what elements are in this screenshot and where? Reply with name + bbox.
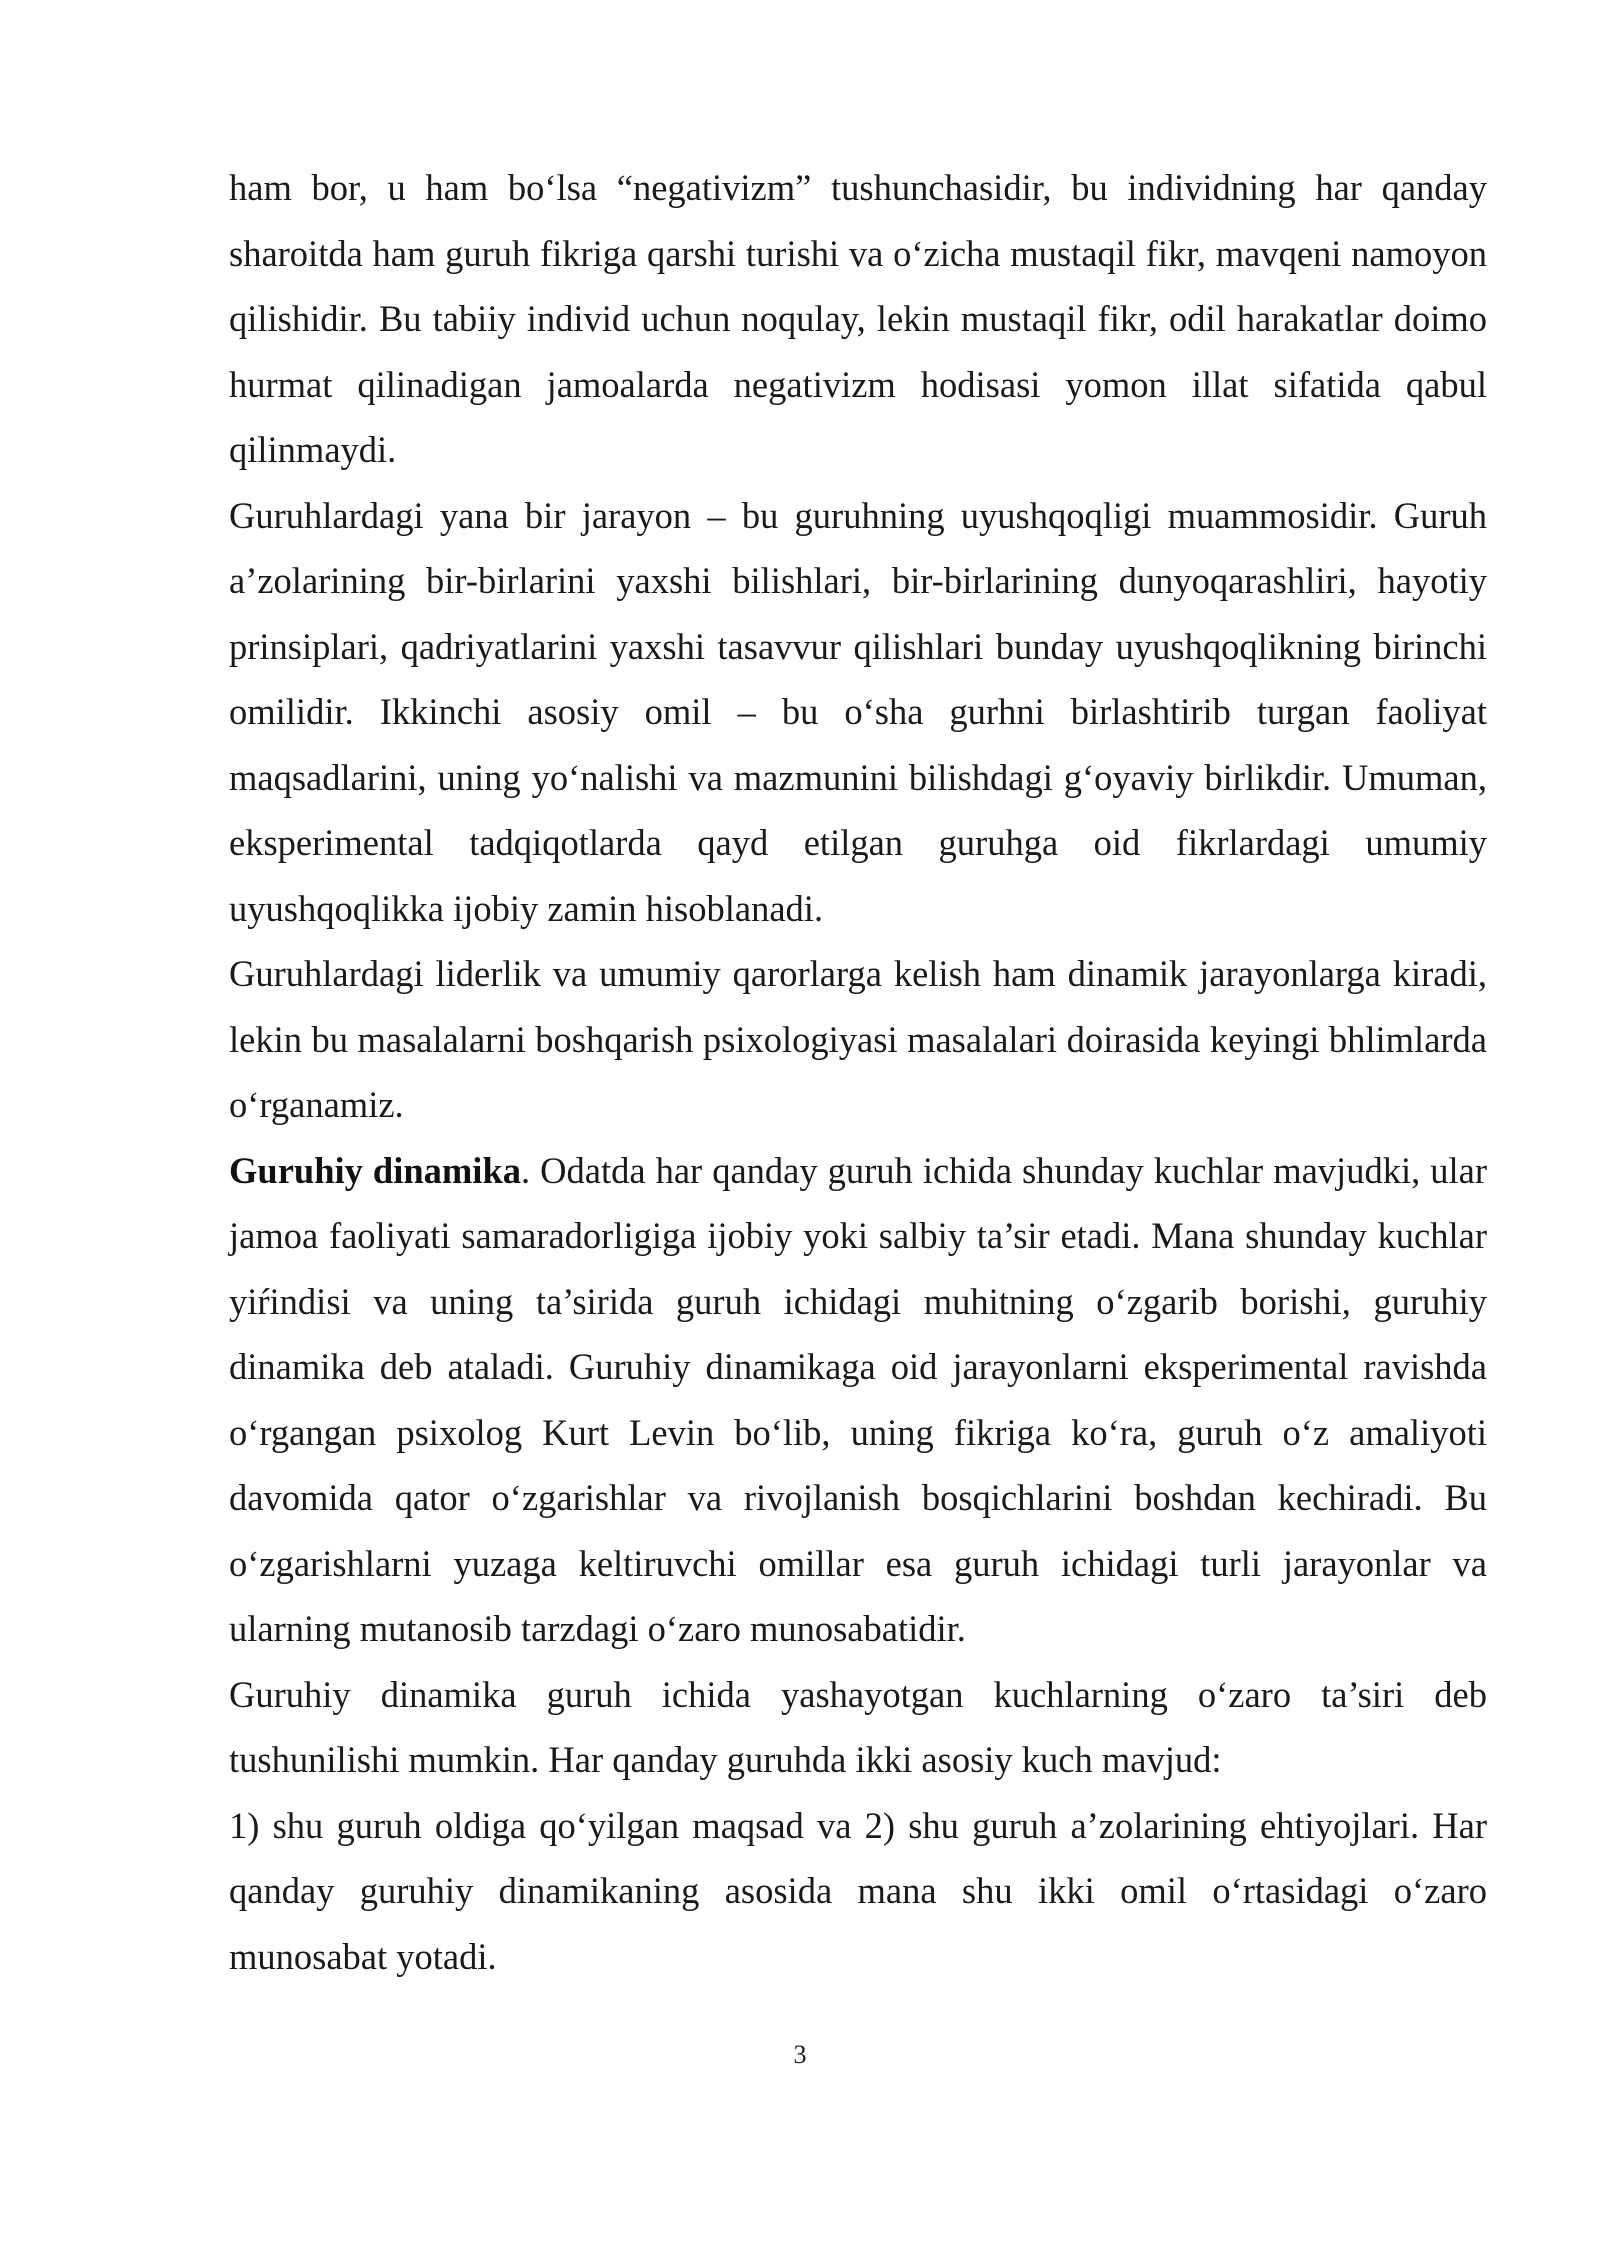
paragraph-liderlik — [229, 941, 1487, 1138]
document-body — [229, 155, 1487, 1989]
paragraph-negativizm — [229, 155, 1487, 483]
term-heading: Guruhiy dinamika — [229, 1149, 521, 1191]
page-number: 3 — [793, 2040, 807, 2069]
paragraph-omillar — [229, 1793, 1487, 1990]
paragraph-text: . Odatda har qanday guruh ichida shunday kuchlar mavjudki, ular jamoa faoliyati samaradorligiga ijobiy yoki salbiy ta’sir etadi. Mana shunday kuchlar yiŕindisi va uning ta’sirida guruh ichidagi muhitning o‘zgarib borishi, guruhiy dinamika deb ataladi. Guruhiy dinamikaga oid jarayonlarni eksperimental ravishda o‘rgangan psixolog Kurt Levin bo‘lib, uning fikriga ko‘ra, guruh o‘z amaliyoti davomida qator o‘zgarishlar va rivojlanish bosqichlarini boshdan kechiradi. Bu o‘zgarishlarni yuzaga keltiruvchi omillar esa guruh ichidagi turli jarayonlar va ularning mutanosib tarzdagi o‘zaro munosabatidir. — [229, 1149, 1487, 1649]
paragraph-text: 1) shu guruh oldiga qo‘yilgan maqsad va 2) shu guruh a’zolarining ehtiyojlari. Har qanday guruhiy dinamikaning asosida mana shu ikki omil o‘rtasidagi o‘zaro munosabat yotadi. — [229, 1804, 1487, 1977]
paragraph-guruhiy-dinamika — [229, 1138, 1487, 1662]
paragraph-text: Guruhlardagi yana bir jarayon – bu guruhning uyushqoqligi muammosidir. Guruh a’zolarining bir-birlarini yaxshi bilishlari, bir-birlarining dunyoqarashliri, hayotiy prinsiplari, qadriyatlarini yaxshi tasavvur qilishlari bunday uyushqoqlikning birinchi omilidir. Ikkinchi asosiy omil – bu o‘sha gurhni birlashtirib turgan faoliyat maqsadlarini, uning yo‘nalishi va mazmunini bilishdagi g‘oyaviy birlikdir. Umuman, eksperimental tadqiqotlarda qayd etilgan guruhga oid fikrlardagi umumiy uyushqoqlikka ijobiy zamin hisoblanadi. — [229, 494, 1487, 929]
paragraph-kuchlar — [229, 1662, 1487, 1793]
paragraph-text: Guruhiy dinamika guruh ichida yashayotgan kuchlarning o‘zaro ta’siri deb tushunilishi mumkin. Har qanday guruhda ikki asosiy kuch mavjud: — [229, 1673, 1487, 1780]
paragraph-text: Guruhlardagi liderlik va umumiy qarorlarga kelish ham dinamik jarayonlarga kiradi, lekin bu masalalarni boshqarish psixologiyasi masalalari doirasida keyingi bhlimlarda o‘rganamiz. — [229, 953, 1487, 1125]
paragraph-uyushqoqlik — [229, 483, 1487, 942]
paragraph-text: ham bor, u ham bo‘lsa “negativizm” tushunchasidir, bu individning har qanday sharoitda ham guruh fikriga qarshi turishi va o‘zicha mustaqil fikr, mavqeni namoyon qilishidir. Bu tabiiy individ uchun noqulay, lekin mustaqil fikr, odil harakatlar doimo hurmat qilinadigan jamoalarda negativizm hodisasi yomon illat sifatida qabul qilinmaydi. — [229, 167, 1487, 470]
